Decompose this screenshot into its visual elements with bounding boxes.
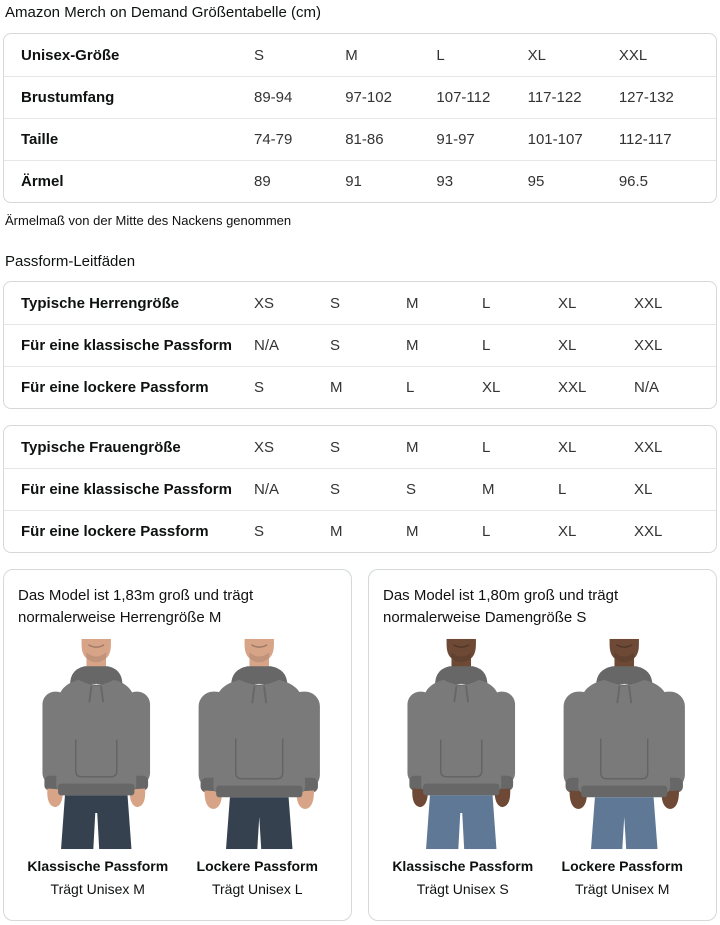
size-cell: L	[436, 46, 445, 64]
table-row	[4, 118, 716, 160]
row-values	[254, 173, 716, 190]
size-cell: L	[482, 523, 491, 540]
female-model-classic-fit-photo	[383, 638, 540, 850]
table-header-row	[4, 426, 716, 468]
table-row	[4, 160, 716, 202]
size-cell: M	[330, 379, 343, 396]
table-row	[4, 366, 716, 408]
size-cell: XXL	[558, 379, 587, 396]
size-cell: N/A	[254, 481, 280, 498]
row-values	[254, 481, 716, 498]
womens-fit-table	[3, 425, 717, 553]
row-values	[254, 337, 716, 354]
row-label: Ärmel	[21, 173, 64, 190]
size-cell: S	[330, 294, 341, 312]
measurement-cell: 89	[254, 173, 271, 190]
size-cell: XL	[558, 337, 577, 354]
measurement-cell: 101-107	[527, 131, 583, 148]
size-cell: S	[254, 523, 265, 540]
size-cell: XXL	[618, 46, 648, 64]
row-label: Für eine klassische Passform	[21, 481, 232, 498]
size-cell: XXL	[634, 294, 663, 312]
measurement-cell: 127-132	[618, 89, 674, 106]
row-label: Unisex-Größe	[21, 46, 120, 64]
row-label: Typische Frauengröße	[21, 438, 181, 456]
male-model-loose-fit-photo	[181, 638, 338, 850]
size-cell: L	[482, 337, 491, 354]
fit-label: Klassische Passform	[27, 858, 169, 874]
size-cell: XL	[558, 523, 577, 540]
size-cell: N/A	[254, 337, 280, 354]
size-cell: S	[406, 481, 417, 498]
size-cell: XXL	[634, 523, 663, 540]
table-row	[4, 468, 716, 510]
page-title: Amazon Merch on Demand Größentabelle (cm)	[5, 4, 321, 21]
model-photos	[18, 638, 337, 850]
row-values	[254, 379, 716, 396]
fit-label: Klassische Passform	[392, 858, 534, 874]
caption-classic	[18, 857, 178, 898]
measurement-cell: 112-117	[618, 131, 672, 148]
measurement-cell: 89-94	[254, 89, 293, 106]
row-label: Brustumfang	[21, 89, 115, 106]
size-cell: L	[482, 438, 491, 456]
row-values	[254, 47, 716, 64]
row-label: Taille	[21, 131, 59, 148]
photo-captions	[18, 857, 337, 898]
table-row	[4, 324, 716, 366]
caption-classic	[383, 857, 543, 898]
row-values	[254, 89, 716, 106]
row-values	[254, 439, 716, 456]
measurement-cell: 107-112	[436, 89, 491, 106]
table-header-row	[4, 282, 716, 324]
size-cell: S	[330, 438, 341, 456]
female-model-loose-fit-photo	[546, 638, 703, 850]
fit-label: Lockere Passform	[196, 858, 318, 874]
female-model-card	[368, 569, 717, 921]
size-label: Trägt Unisex S	[416, 881, 509, 897]
size-cell: S	[254, 379, 265, 396]
measurement-cell: 91-97	[436, 131, 475, 148]
model-cards-row	[3, 569, 717, 921]
size-cell: L	[406, 379, 415, 396]
size-cell: M	[330, 523, 343, 540]
size-cell: XL	[634, 481, 653, 498]
measurement-cell: 93	[436, 173, 454, 190]
size-cell: XS	[254, 438, 275, 456]
male-model-classic-fit-photo	[18, 638, 175, 850]
row-label: Für eine lockere Passform	[21, 379, 209, 396]
row-label: Für eine klassische Passform	[21, 337, 232, 354]
size-cell: L	[558, 481, 567, 498]
row-label: Typische Herrengröße	[21, 294, 180, 312]
model-description: Das Model ist 1,83m groß und trägt normalerweise Herrengröße M	[18, 587, 254, 626]
photo-captions	[383, 857, 702, 898]
size-cell: S	[330, 481, 341, 498]
fit-guides-title: Passform-Leitfäden	[5, 253, 136, 270]
sleeve-measurement-note: Ärmelmaß von der Mitte des Nackens genommen	[5, 213, 292, 228]
size-cell: N/A	[634, 379, 660, 396]
table-row	[4, 510, 716, 552]
size-cell: XL	[558, 438, 577, 456]
measurement-cell: 95	[527, 173, 545, 190]
size-cell: S	[330, 337, 341, 354]
unisex-size-table	[3, 33, 717, 203]
size-cell: M	[406, 294, 419, 312]
caption-loose	[543, 857, 703, 898]
row-label: Für eine lockere Passform	[21, 523, 209, 540]
row-values	[254, 523, 716, 540]
measurement-cell: 81-86	[345, 131, 384, 148]
model-photos	[383, 638, 702, 850]
fit-label: Lockere Passform	[561, 858, 683, 874]
measurement-cell: 117-122	[527, 89, 582, 106]
measurement-cell: 91	[345, 173, 362, 190]
size-cell: XXL	[634, 438, 663, 456]
row-values	[254, 131, 716, 148]
size-cell: XS	[254, 294, 275, 312]
size-cell: S	[254, 46, 265, 64]
row-values	[254, 295, 716, 312]
table-row	[4, 76, 716, 118]
table-header-row	[4, 34, 716, 76]
size-cell: L	[482, 294, 491, 312]
mens-fit-table	[3, 281, 717, 409]
size-cell: M	[345, 46, 358, 64]
size-cell: M	[406, 523, 419, 540]
male-model-card	[3, 569, 352, 921]
measurement-cell: 96.5	[618, 173, 649, 190]
size-cell: M	[406, 438, 419, 456]
size-cell: XL	[527, 46, 546, 64]
measurement-cell: 74-79	[254, 131, 293, 148]
size-cell: M	[406, 337, 419, 354]
model-description: Das Model ist 1,80m groß und trägt normalerweise Damengröße S	[383, 587, 619, 626]
measurement-cell: 97-102	[345, 89, 392, 106]
caption-loose	[178, 857, 338, 898]
size-label: Trägt Unisex M	[50, 881, 145, 897]
size-cell: XXL	[634, 337, 663, 354]
size-label: Trägt Unisex L	[211, 881, 303, 897]
size-cell: XL	[558, 294, 577, 312]
size-cell: M	[482, 481, 495, 498]
size-cell: XL	[482, 379, 501, 396]
size-label: Trägt Unisex M	[575, 881, 670, 897]
